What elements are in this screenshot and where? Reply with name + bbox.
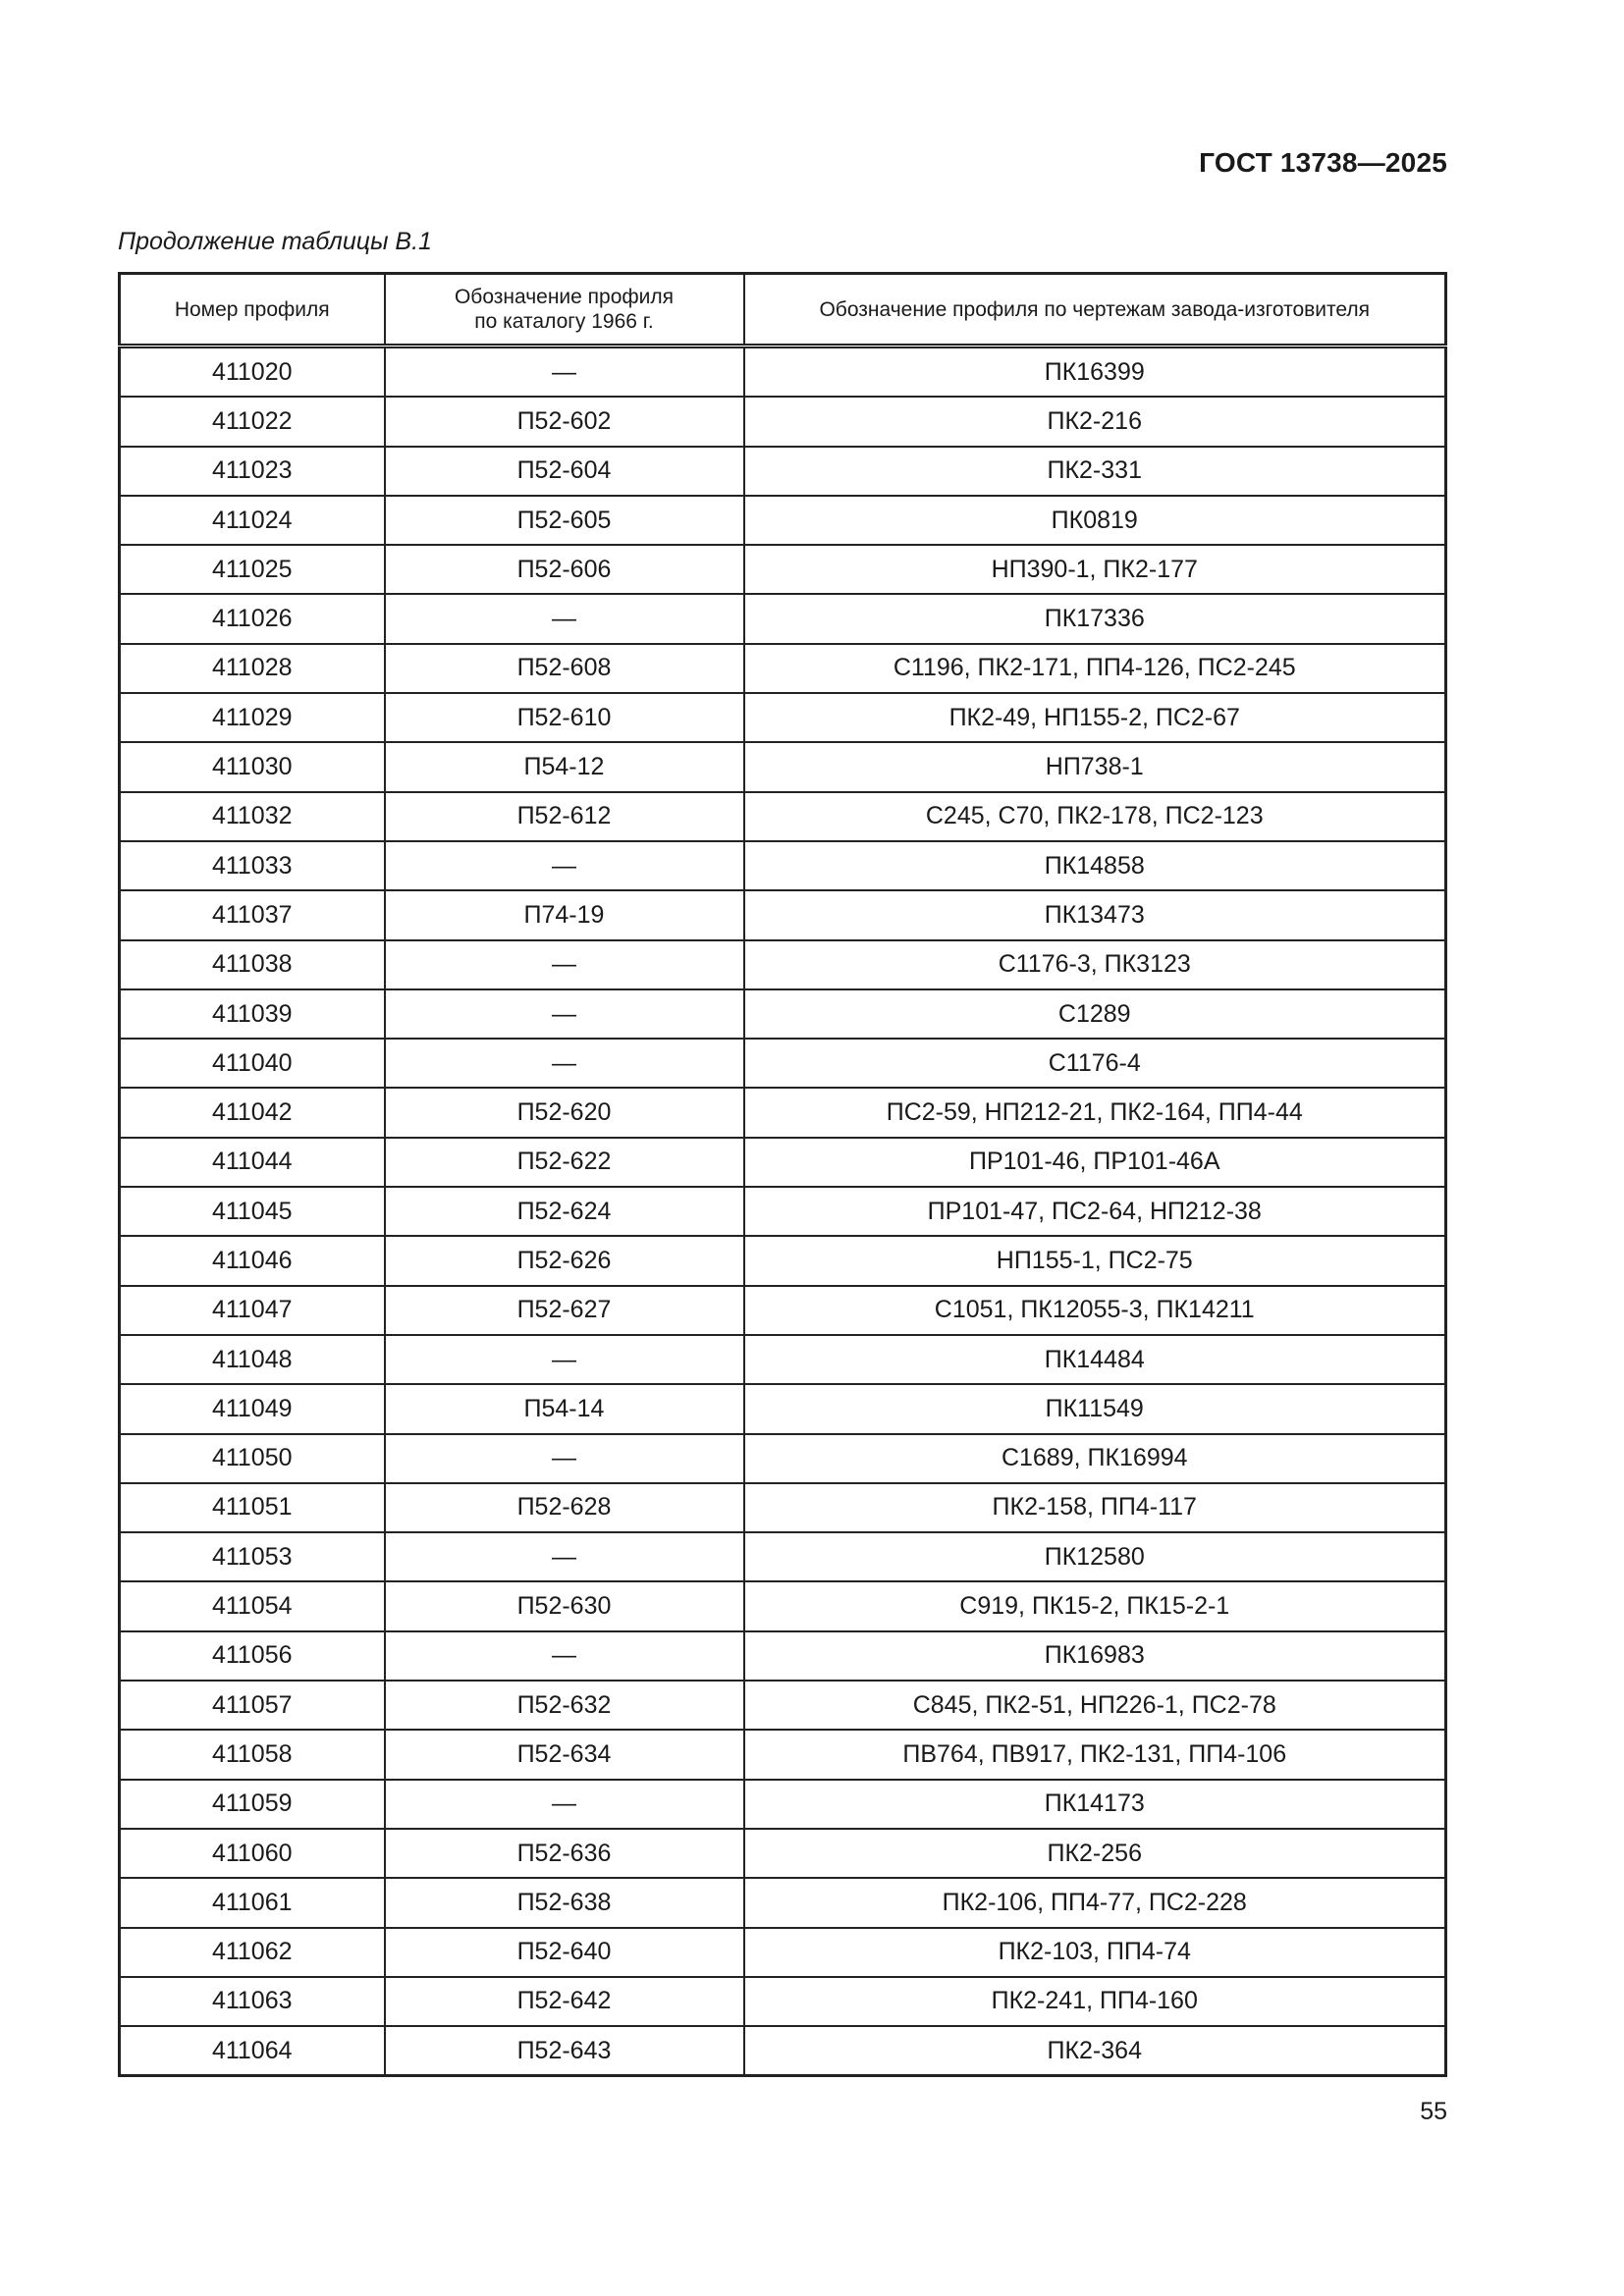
cell-catalog-1966: П54-12: [385, 742, 744, 791]
cell-factory-designation: ПК14173: [744, 1780, 1446, 1829]
column-header-profile-number: Номер профиля: [120, 274, 385, 347]
cell-catalog-1966: —: [385, 841, 744, 890]
cell-profile-number: 411023: [120, 447, 385, 496]
table-row: [120, 594, 1446, 643]
table-row: [120, 1384, 1446, 1433]
cell-factory-designation: ПС2-59, НП212-21, ПК2-164, ПП4-44: [744, 1088, 1446, 1137]
table-row: [120, 989, 1446, 1039]
table-row: [120, 1286, 1446, 1335]
table-row: [120, 1681, 1446, 1730]
cell-profile-number: 411061: [120, 1878, 385, 1927]
cell-catalog-1966: П74-19: [385, 890, 744, 939]
cell-catalog-1966: П52-640: [385, 1928, 744, 1977]
cell-factory-designation: ПК16399: [744, 347, 1446, 398]
cell-catalog-1966: П52-638: [385, 1878, 744, 1927]
cell-factory-designation: С1196, ПК2-171, ПП4-126, ПС2-245: [744, 644, 1446, 693]
table-row: [120, 1780, 1446, 1829]
cell-profile-number: 411054: [120, 1581, 385, 1630]
cell-profile-number: 411020: [120, 347, 385, 398]
cell-catalog-1966: —: [385, 594, 744, 643]
table-row: [120, 496, 1446, 545]
column-header-factory-designation: Обозначение профиля по чертежам завода-изготовителя: [744, 274, 1446, 347]
cell-profile-number: 411037: [120, 890, 385, 939]
cell-catalog-1966: П52-643: [385, 2026, 744, 2076]
cell-profile-number: 411024: [120, 496, 385, 545]
cell-catalog-1966: —: [385, 1039, 744, 1088]
cell-catalog-1966: П52-612: [385, 792, 744, 841]
cell-factory-designation: ПК11549: [744, 1384, 1446, 1433]
cell-profile-number: 411022: [120, 397, 385, 446]
cell-catalog-1966: П52-642: [385, 1977, 744, 2026]
table-row: [120, 1631, 1446, 1681]
cell-catalog-1966: П52-627: [385, 1286, 744, 1335]
table-row: [120, 693, 1446, 742]
cell-profile-number: 411042: [120, 1088, 385, 1137]
cell-catalog-1966: —: [385, 1532, 744, 1581]
cell-profile-number: 411030: [120, 742, 385, 791]
cell-profile-number: 411056: [120, 1631, 385, 1681]
cell-catalog-1966: П52-610: [385, 693, 744, 742]
cell-catalog-1966: —: [385, 1335, 744, 1384]
cell-catalog-1966: П52-606: [385, 545, 744, 594]
cell-profile-number: 411045: [120, 1187, 385, 1236]
table-body: [120, 347, 1446, 2076]
column-header-catalog-1966: Обозначение профиля по каталогу 1966 г.: [385, 274, 744, 347]
page-number: 55: [1420, 2098, 1447, 2125]
profiles-table: [118, 272, 1447, 2077]
table-row: [120, 447, 1446, 496]
cell-factory-designation: ПК14484: [744, 1335, 1446, 1384]
cell-catalog-1966: —: [385, 347, 744, 398]
table-row: [120, 1434, 1446, 1483]
table-row: [120, 742, 1446, 791]
cell-profile-number: 411025: [120, 545, 385, 594]
cell-profile-number: 411062: [120, 1928, 385, 1977]
cell-profile-number: 411057: [120, 1681, 385, 1730]
cell-catalog-1966: —: [385, 1780, 744, 1829]
cell-factory-designation: ПВ764, ПВ917, ПК2-131, ПП4-106: [744, 1730, 1446, 1779]
cell-factory-designation: ПК2-364: [744, 2026, 1446, 2076]
cell-catalog-1966: П52-630: [385, 1581, 744, 1630]
cell-profile-number: 411064: [120, 2026, 385, 2076]
table-row: [120, 1532, 1446, 1581]
cell-factory-designation: НП155-1, ПС2-75: [744, 1236, 1446, 1285]
cell-catalog-1966: П52-620: [385, 1088, 744, 1137]
cell-factory-designation: ПК17336: [744, 594, 1446, 643]
table-row: [120, 1039, 1446, 1088]
cell-profile-number: 411051: [120, 1483, 385, 1532]
cell-catalog-1966: —: [385, 1434, 744, 1483]
cell-profile-number: 411050: [120, 1434, 385, 1483]
cell-catalog-1966: —: [385, 989, 744, 1039]
cell-profile-number: 411059: [120, 1780, 385, 1829]
cell-profile-number: 411028: [120, 644, 385, 693]
cell-catalog-1966: П52-604: [385, 447, 744, 496]
table-row: [120, 1088, 1446, 1137]
cell-catalog-1966: П52-622: [385, 1138, 744, 1187]
cell-factory-designation: ПК2-331: [744, 447, 1446, 496]
cell-profile-number: 411046: [120, 1236, 385, 1285]
cell-factory-designation: ПК2-106, ПП4-77, ПС2-228: [744, 1878, 1446, 1927]
table-row: [120, 1730, 1446, 1779]
cell-factory-designation: ПК16983: [744, 1631, 1446, 1681]
table-row: [120, 1138, 1446, 1187]
cell-factory-designation: ПК2-158, ПП4-117: [744, 1483, 1446, 1532]
cell-factory-designation: С1176-4: [744, 1039, 1446, 1088]
cell-factory-designation: ПК13473: [744, 890, 1446, 939]
cell-profile-number: 411039: [120, 989, 385, 1039]
cell-factory-designation: ПР101-46, ПР101-46А: [744, 1138, 1446, 1187]
table-row: [120, 545, 1446, 594]
cell-factory-designation: ПК12580: [744, 1532, 1446, 1581]
cell-factory-designation: ПК0819: [744, 496, 1446, 545]
cell-factory-designation: С1289: [744, 989, 1446, 1039]
table-row: [120, 1829, 1446, 1878]
cell-factory-designation: ПК2-216: [744, 397, 1446, 446]
table-row: [120, 1581, 1446, 1630]
cell-catalog-1966: П52-624: [385, 1187, 744, 1236]
cell-catalog-1966: П52-632: [385, 1681, 744, 1730]
cell-profile-number: 411033: [120, 841, 385, 890]
table-row: [120, 1878, 1446, 1927]
cell-profile-number: 411047: [120, 1286, 385, 1335]
cell-catalog-1966: П52-626: [385, 1236, 744, 1285]
cell-catalog-1966: —: [385, 940, 744, 989]
document-code: ГОСТ 13738—2025: [1199, 147, 1447, 178]
cell-profile-number: 411048: [120, 1335, 385, 1384]
table-row: [120, 1928, 1446, 1977]
cell-catalog-1966: П52-605: [385, 496, 744, 545]
cell-profile-number: 411049: [120, 1384, 385, 1433]
cell-profile-number: 411038: [120, 940, 385, 989]
cell-factory-designation: НП390-1, ПК2-177: [744, 545, 1446, 594]
cell-factory-designation: С845, ПК2-51, НП226-1, ПС2-78: [744, 1681, 1446, 1730]
cell-catalog-1966: —: [385, 1631, 744, 1681]
cell-factory-designation: НП738-1: [744, 742, 1446, 791]
table-row: [120, 890, 1446, 939]
cell-factory-designation: С245, С70, ПК2-178, ПС2-123: [744, 792, 1446, 841]
cell-catalog-1966: П54-14: [385, 1384, 744, 1433]
cell-factory-designation: ПК2-103, ПП4-74: [744, 1928, 1446, 1977]
table-caption: Продолжение таблицы В.1: [118, 228, 432, 255]
cell-factory-designation: ПК2-241, ПП4-160: [744, 1977, 1446, 2026]
cell-factory-designation: ПК14858: [744, 841, 1446, 890]
cell-factory-designation: С1051, ПК12055-3, ПК14211: [744, 1286, 1446, 1335]
cell-factory-designation: ПР101-47, ПС2-64, НП212-38: [744, 1187, 1446, 1236]
cell-profile-number: 411026: [120, 594, 385, 643]
table-row: [120, 940, 1446, 989]
cell-factory-designation: ПК2-49, НП155-2, ПС2-67: [744, 693, 1446, 742]
table-row: [120, 2026, 1446, 2076]
table-row: [120, 644, 1446, 693]
cell-profile-number: 411063: [120, 1977, 385, 2026]
table-row: [120, 397, 1446, 446]
cell-profile-number: 411029: [120, 693, 385, 742]
table-row: [120, 841, 1446, 890]
table-row: [120, 347, 1446, 398]
cell-catalog-1966: П52-636: [385, 1829, 744, 1878]
cell-profile-number: 411032: [120, 792, 385, 841]
cell-profile-number: 411060: [120, 1829, 385, 1878]
table-row: [120, 1977, 1446, 2026]
table-header: [120, 274, 1446, 347]
table-row: [120, 1236, 1446, 1285]
cell-factory-designation: С919, ПК15-2, ПК15-2-1: [744, 1581, 1446, 1630]
cell-profile-number: 411044: [120, 1138, 385, 1187]
header-row: [120, 274, 1446, 347]
cell-factory-designation: С1689, ПК16994: [744, 1434, 1446, 1483]
cell-catalog-1966: П52-608: [385, 644, 744, 693]
cell-profile-number: 411058: [120, 1730, 385, 1779]
table-row: [120, 1483, 1446, 1532]
cell-catalog-1966: П52-634: [385, 1730, 744, 1779]
table-row: [120, 1335, 1446, 1384]
table-row: [120, 792, 1446, 841]
cell-profile-number: 411040: [120, 1039, 385, 1088]
cell-factory-designation: ПК2-256: [744, 1829, 1446, 1878]
cell-profile-number: 411053: [120, 1532, 385, 1581]
cell-catalog-1966: П52-602: [385, 397, 744, 446]
cell-catalog-1966: П52-628: [385, 1483, 744, 1532]
table-row: [120, 1187, 1446, 1236]
cell-factory-designation: С1176-3, ПК3123: [744, 940, 1446, 989]
